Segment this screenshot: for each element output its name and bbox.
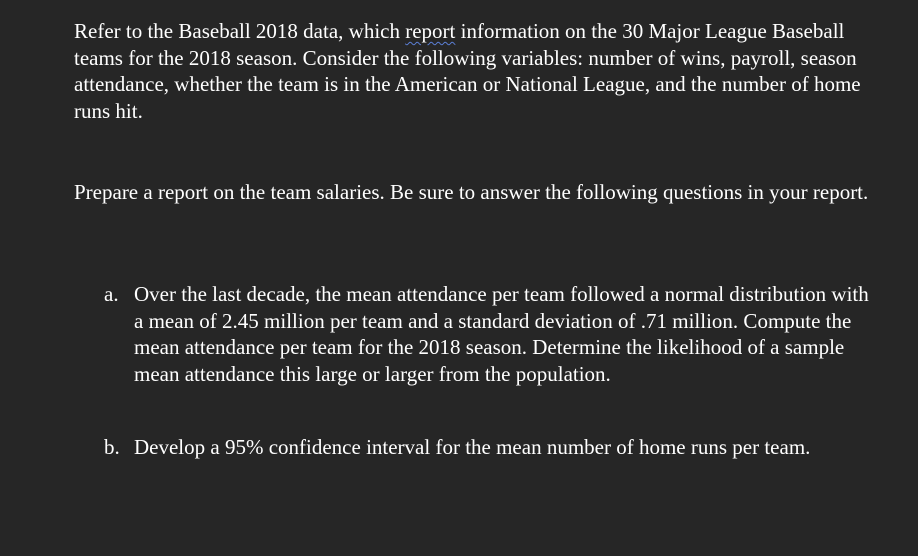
report-prompt-paragraph: Prepare a report on the team salaries. Be sure to answer the following questions in your report.: [74, 180, 869, 204]
question-item-a: [74, 281, 874, 387]
question-text-a: Over the last decade, the mean attendance per team followed a normal distribution with a mean of 2.45 million per team and a standard deviation of .71 million. Compute the mean attendance per team for the 2018 season. Determine the likelihood of a sample mean attendance this large or larger from the population.: [134, 282, 869, 386]
question-item-b: [74, 434, 874, 461]
intro-paragraph: [74, 18, 874, 124]
intro-text-end: information on the 30 Major League Baseball teams for the 2018 season. Consider the following variables: number of wins, payroll, season attendance, whether the team is in the American or National League, and the number of home runs hit.: [74, 19, 861, 123]
question-marker-a: a.: [104, 282, 119, 306]
question-marker-b: b.: [104, 435, 120, 459]
intro-text-start: Refer to the Baseball 2018 data, which: [74, 19, 406, 43]
question-list-b: [74, 434, 874, 461]
question-text-b: Develop a 95% confidence interval for the mean number of home runs per team.: [134, 435, 811, 459]
grammar-flagged-word[interactable]: report: [405, 19, 456, 43]
question-list-a: [74, 281, 874, 387]
